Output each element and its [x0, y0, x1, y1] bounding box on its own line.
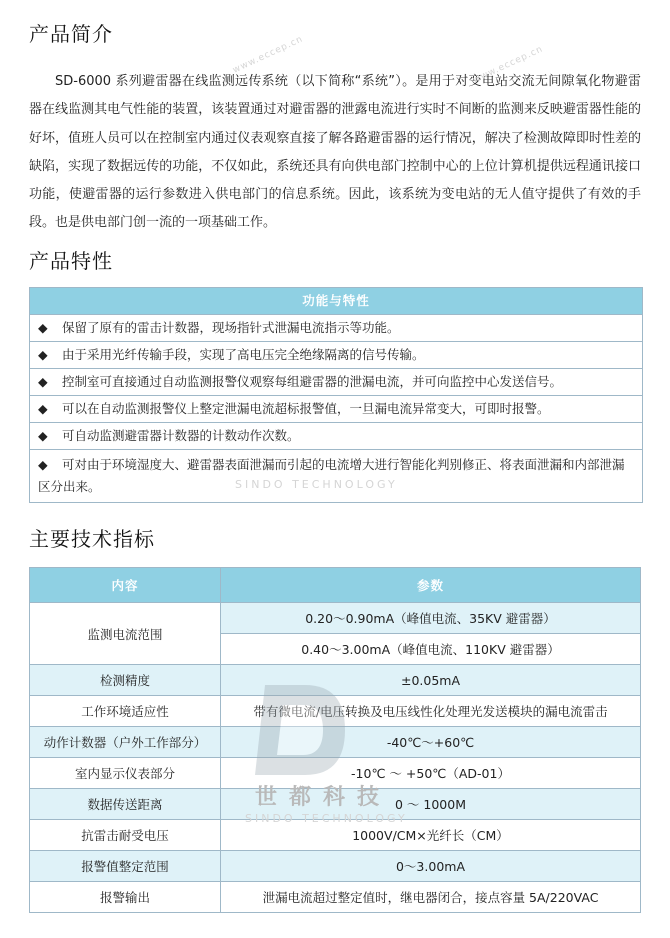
- feature-item: [30, 369, 642, 396]
- feature-text: 保留了原有的雷击计数器，现场指针式泄漏电流指示等功能。: [62, 320, 400, 335]
- watermark-brand-en: SINDO TECHNOLOGY: [245, 812, 408, 825]
- watermark-url: www.eccep.cn: [471, 44, 545, 86]
- feature-item: [30, 423, 642, 450]
- feature-item: [30, 342, 642, 369]
- features-box: [29, 287, 643, 503]
- col-header-content: 内容: [30, 568, 221, 603]
- table-row: [30, 851, 641, 882]
- col-header-param: 参数: [221, 568, 641, 603]
- spec-label: 动作计数器（户外工作部分）: [30, 727, 221, 758]
- feature-item: [30, 315, 642, 342]
- spec-value: 0.40～3.00mA（峰值电流、110KV 避雷器）: [221, 634, 641, 665]
- spec-header-row: [30, 568, 641, 603]
- spec-value: 泄漏电流超过整定值时，继电器闭合，接点容量 5A/220VAC: [221, 882, 641, 913]
- diamond-bullet-icon: ◆: [38, 320, 48, 335]
- spec-value: 带有微电流/电压转换及电压线性化处理光发送模块的漏电流雷击: [221, 696, 641, 727]
- feature-item: [30, 450, 642, 502]
- diamond-bullet-icon: ◆: [38, 401, 48, 416]
- spec-label: 报警值整定范围: [30, 851, 221, 882]
- features-header: 功能与特性: [30, 288, 642, 315]
- feature-text: 控制室可直接通过自动监测报警仪观察每组避雷器的泄漏电流，并可向监控中心发送信号。: [62, 374, 563, 389]
- spec-value: -40℃～+60℃: [221, 727, 641, 758]
- feature-text: 可以在自动监测报警仪上整定泄漏电流超标报警值，一旦漏电流异常变大，可即时报警。: [62, 401, 550, 416]
- spec-value: -10℃ ～ +50℃（AD-01）: [221, 758, 641, 789]
- spec-label: 检测精度: [30, 665, 221, 696]
- watermark-url: www.eccep.cn: [231, 34, 305, 76]
- feature-item: [30, 396, 642, 423]
- spec-value: 1000V/CM×光纤长（CM）: [221, 820, 641, 851]
- section-title-features: 产品特性: [29, 249, 113, 273]
- diamond-bullet-icon: ◆: [38, 457, 48, 472]
- spec-label: 数据传送距离: [30, 789, 221, 820]
- diamond-bullet-icon: ◆: [38, 374, 48, 389]
- table-row: [30, 603, 641, 634]
- section-title-specs: 主要技术指标: [29, 527, 155, 551]
- spec-value: 0.20～0.90mA（峰值电流、35KV 避雷器）: [221, 603, 641, 634]
- spec-label: 工作环境适应性: [30, 696, 221, 727]
- intro-paragraph: SD-6000 系列避雷器在线监测远传系统（以下简称“系统”）。是用于对变电站交流无间隙氧化物避雷器在线监测其电气性能的装置，该装置通过对避雷器的泄露电流进行实时不间断的监测来反映避雷器性能的好坏，值班人员可以在控制室内通过仪表观察直接了解各路避雷器的运行情况，解决了检测故障即时性差的缺陷，实现了数据远传的功能，不仅如此，系统还具有向供电部门控制中心的上位计算机提供远程通讯接口功能，使避雷器的运行参数进入供电部门的信息系统。因此，该系统为变电站的无人值守提供了有效的手段。也是供电部门创一流的一项基础工作。: [29, 74, 641, 231]
- feature-text: 可对由于环境湿度大、避雷器表面泄漏而引起的电流增大进行智能化判别修正、将表面泄漏和内部泄漏区分出来。: [38, 457, 625, 494]
- diamond-bullet-icon: ◆: [38, 347, 48, 362]
- section-title-intro: 产品简介: [29, 22, 113, 46]
- feature-text: 可自动监测避雷器计数器的计数动作次数。: [62, 428, 300, 443]
- spec-value: 0～3.00mA: [221, 851, 641, 882]
- watermark-brand-cn: 世都科技: [255, 785, 392, 810]
- spec-label: 报警输出: [30, 882, 221, 913]
- spec-label: 抗雷击耐受电压: [30, 820, 221, 851]
- feature-text: 由于采用光纤传输手段，实现了高电压完全绝缘隔离的信号传输。: [62, 347, 425, 362]
- diamond-bullet-icon: ◆: [38, 428, 48, 443]
- spec-label: 监测电流范围: [30, 603, 221, 665]
- watermark-brand-en: SINDO TECHNOLOGY: [235, 478, 398, 491]
- spec-value: 0 ～ 1000M: [221, 789, 641, 820]
- spec-value: ±0.05mA: [221, 665, 641, 696]
- watermark-logo-icon: [245, 675, 355, 785]
- table-row: [30, 882, 641, 913]
- spec-label: 室内显示仪表部分: [30, 758, 221, 789]
